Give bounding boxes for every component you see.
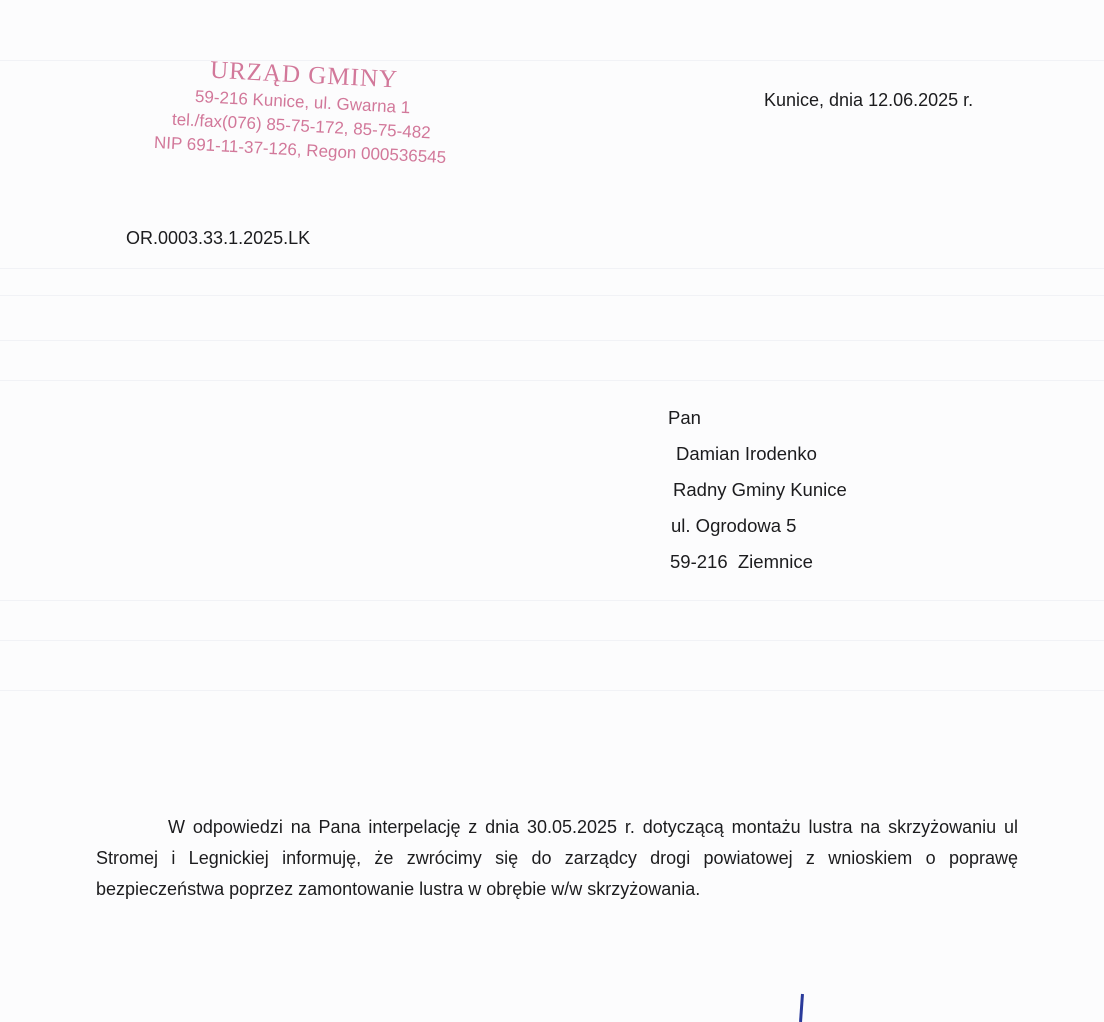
stamp-address: 59-216 Kunice, ul. Gwarna 1 (194, 86, 411, 118)
recipient-city: 59-216 Ziemnice (670, 551, 813, 572)
recipient-title: Radny Gminy Kunice (673, 479, 847, 500)
stamp-phone: tel./fax(076) 85-75-172, 85-75-482 (171, 109, 432, 143)
reference-number: OR.0003.33.1.2025.LK (126, 228, 311, 248)
letter-date: Kunice, dnia 12.06.2025 r. (764, 90, 974, 110)
stamp-title: URZĄD GMINY (209, 56, 399, 94)
recipient-name: Damian Irodenko (676, 443, 817, 464)
office-stamp (135, 52, 470, 171)
stamp-tax-ids: NIP 691-11-37-126, Regon 000536545 (153, 132, 447, 168)
recipient-street: ul. Ogrodowa 5 (671, 515, 797, 536)
letter-body-paragraph: W odpowiedzi na Pana interpelację z dnia 30.05.2025 r. dotyczącą montażu lustra na skrzyżowaniu ul Stromej i Legnickiej informuję, że zwrócimy się do zarządcy drogi powiatowej z wnioskiem o poprawę bezpieczeństwa poprzez zamontowanie lustra w obrębie w/w skrzyżowania. (96, 817, 1018, 899)
recipient-salutation: Pan (668, 407, 701, 428)
recipient-address-block (668, 400, 928, 580)
signature-pen-stroke (799, 994, 804, 1022)
